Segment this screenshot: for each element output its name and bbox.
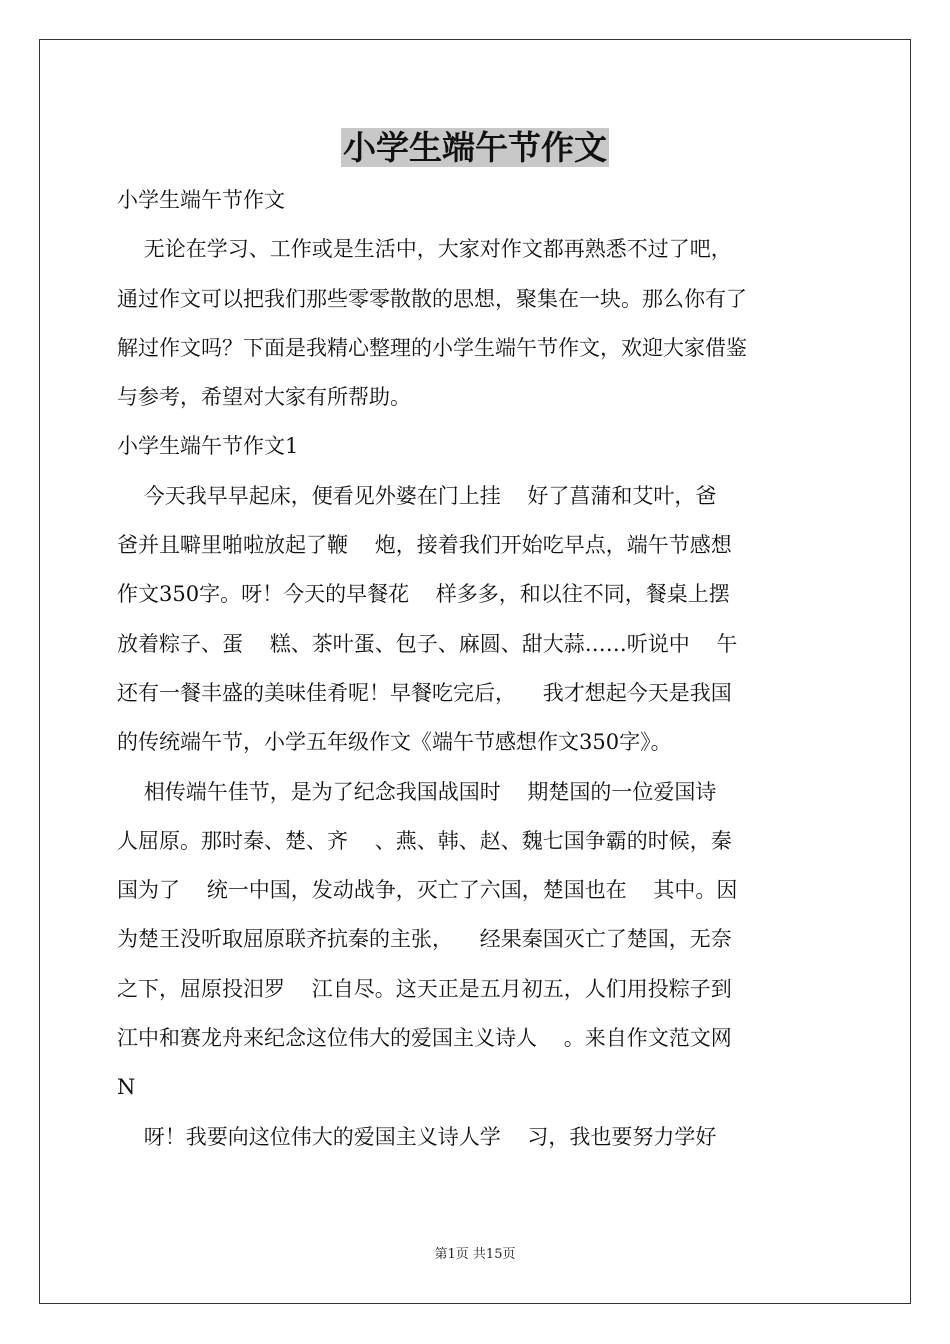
body-line: 呀！我要向这位伟大的爱国主义诗人学 习，我也要努力学好: [117, 1124, 717, 1149]
document-title-text: 小学生端午节作文: [343, 128, 607, 167]
section-heading: 小学生端午节作文1: [117, 434, 299, 459]
body-line: 放着粽子、蛋 糕、茶叶蛋、包子、麻圆、甜大蒜……听说中 午: [117, 631, 738, 656]
document-title: [0, 126, 950, 170]
body-line: 的传统端午节，小学五年级作文《端午节感想作文350字》。: [117, 730, 672, 755]
body-line: 与参考，希望对大家有所帮助。: [117, 385, 411, 410]
body-line: 无论在学习、工作或是生活中，大家对作文都再熟悉不过了吧，: [117, 237, 732, 262]
body-line: 相传端午佳节，是为了纪念我国战国时 期楚国的一位爱国诗: [117, 779, 717, 804]
body-line: 之下，屈原投汨罗 江自尽。这天正是五月初五，人们用投粽子到: [117, 976, 732, 1001]
body-line: 通过作文可以把我们那些零零散散的思想，聚集在一块。那么你有了: [117, 286, 747, 311]
body-line: 解过作文吗？下面是我精心整理的小学生端午节作文，欢迎大家借鉴: [117, 335, 747, 360]
body-line: 作文350字。呀！今天的早餐花 样多多，和以往不同，餐桌上摆: [117, 582, 730, 607]
page-footer: 第1页 共15页: [434, 1247, 516, 1262]
body-line: 小学生端午节作文: [117, 188, 285, 212]
document-body: [117, 176, 833, 1162]
body-line: 还有一餐丰盛的美味佳肴呢！早餐吃完后， 我才想起今天是我国: [117, 680, 732, 705]
body-line: 为楚王没听取屈原联齐抗秦的主张， 经果秦国灭亡了楚国，无奈: [117, 927, 732, 952]
body-line: N: [117, 1075, 136, 1100]
body-line: 人屈原。那时秦、楚、齐 、燕、韩、赵、魏七国争霸的时候，秦: [117, 828, 732, 853]
body-line: 爸并且噼里啪啦放起了鞭 炮，接着我们开始吃早点，端午节感想: [117, 533, 732, 558]
body-line: 国为了 统一中国，发动战争，灭亡了六国，楚国也在 其中。因: [117, 878, 738, 903]
body-line: 今天我早早起床，便看见外婆在门上挂 好了菖蒲和艾叶，爸: [117, 483, 717, 508]
body-line: 江中和赛龙舟来纪念这位伟大的爱国主义诗人 。来自作文范文网: [117, 1026, 732, 1051]
